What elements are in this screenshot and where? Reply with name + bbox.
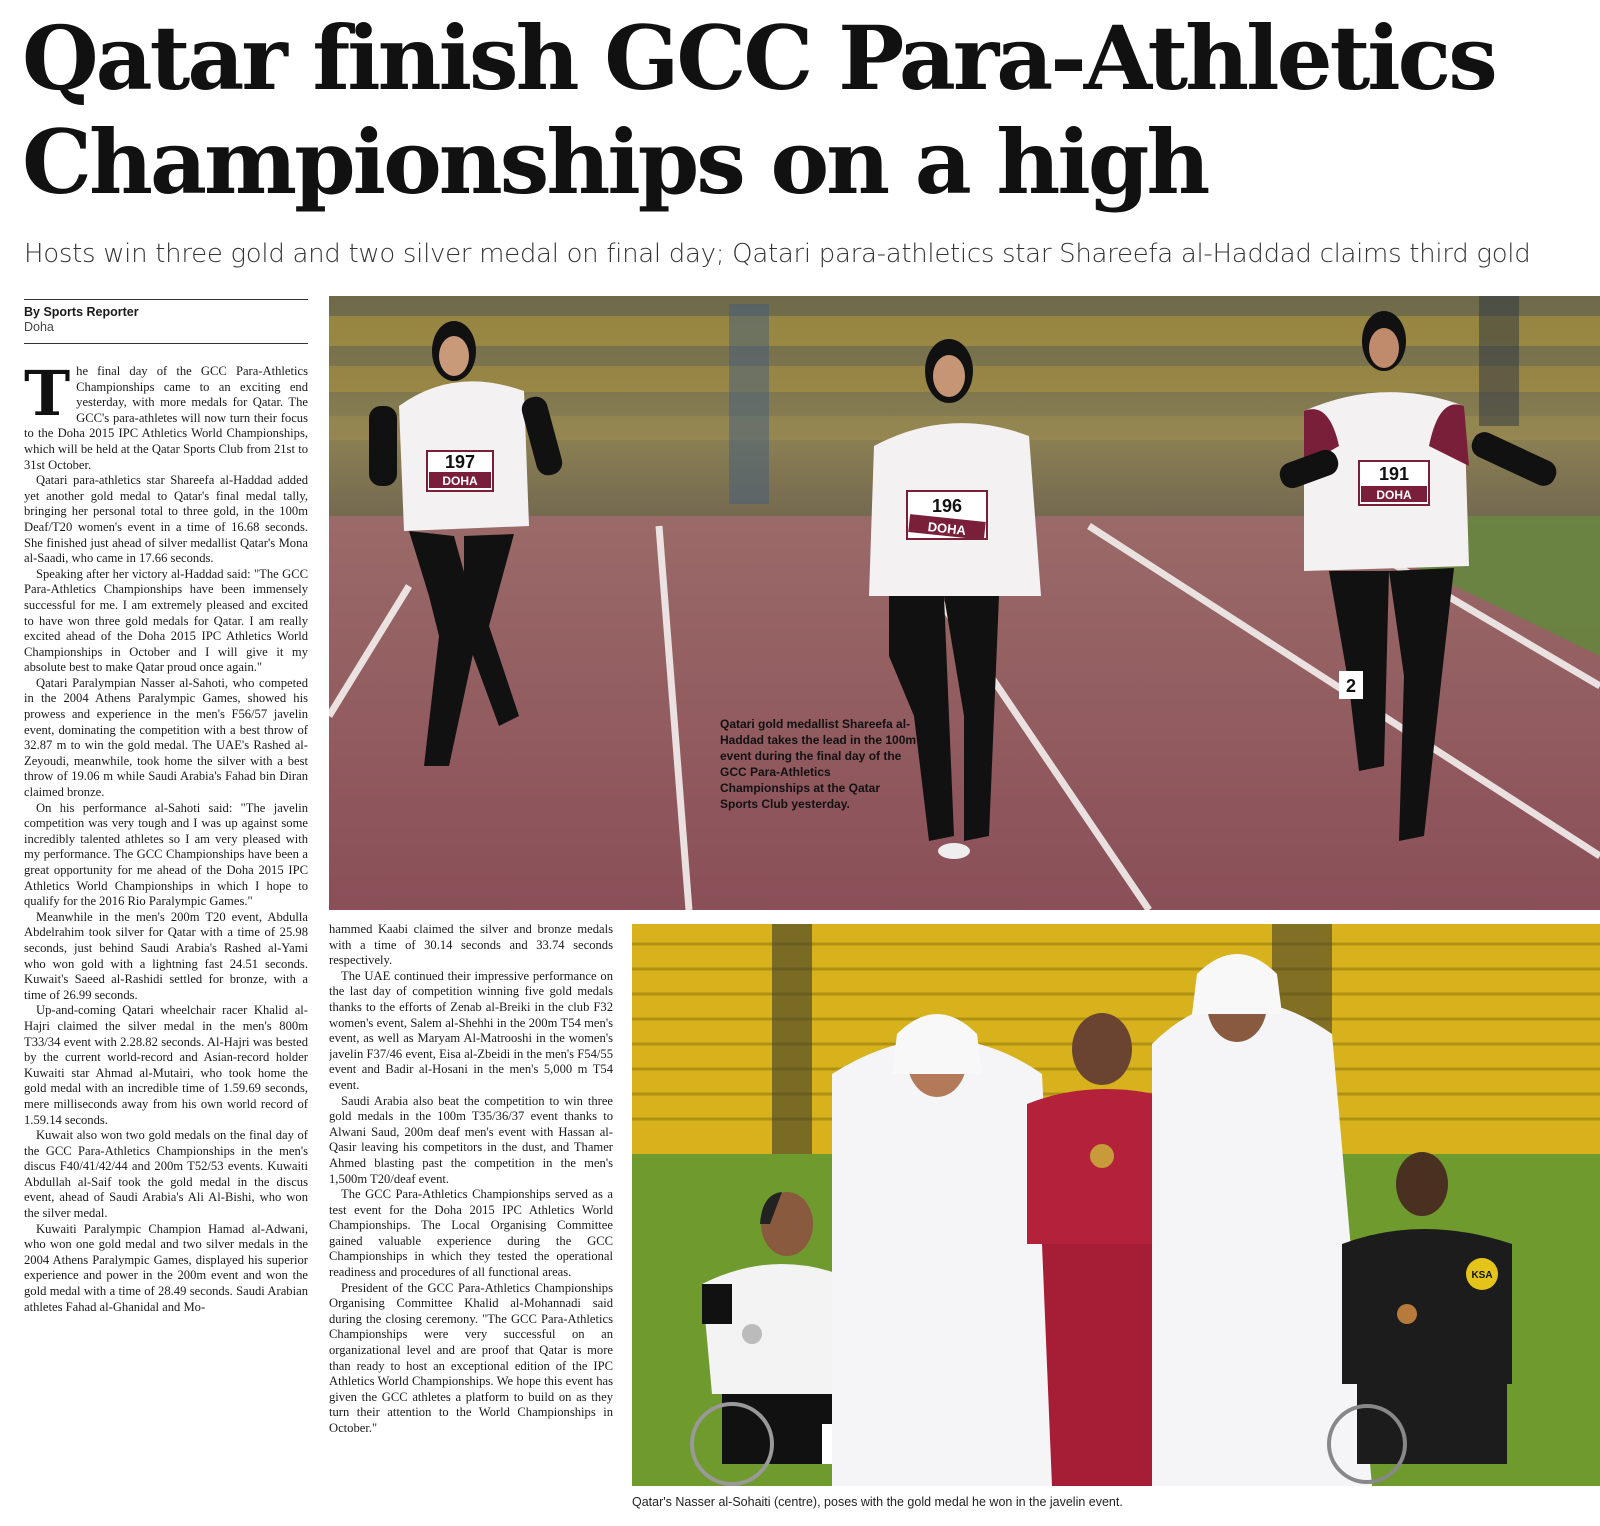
- dateline: Doha: [24, 320, 54, 334]
- official-left: [832, 1014, 1062, 1486]
- paragraph: Up-and-coming Qatari wheelchair racer Khalid al-Hajri claimed the silver medal in the men's 800m T33/34 event with 2.28.82 seconds. Al-Hajri was bested by the current world-record and Asian-record holder Kuwaiti star Ahmad al-Mutairi, who took home the gold medal with an incredible time of 1.59.69 seconds, mere milliseconds away from his own world record of 1.59.14 seconds.: [24, 1003, 308, 1127]
- drop-cap: T: [24, 364, 71, 430]
- paragraph: Kuwait also won two gold medals on the final day of the GCC Para-Athletics Championships in the men's discus F40/41/42/44 and 200m T52/53 events. Kuwaiti Abdullah al-Saif took the gold medal in the discus event, ahead of Saudi Arabia's Ali Al-Bishi, who won the silver medal.: [24, 1128, 308, 1221]
- bib-city: DOHA: [1376, 488, 1412, 502]
- paragraph: The GCC Para-Athletics Championships served as a test event for the Doha 2015 IPC Athletics World Championships. The Local Organising Committee gained valuable experience during the GCC Championships in which they tested the operational readiness and procedures of all functional areas.: [329, 1187, 613, 1280]
- article-column-2: [329, 922, 613, 1516]
- paragraph: hammed Kaabi claimed the silver and bronze medals with a time of 30.14 seconds and 33.74 seconds respectively.: [329, 922, 613, 968]
- byline: By Sports Reporter: [24, 305, 139, 319]
- shirt-badge: KSA: [1471, 1270, 1493, 1281]
- photo-medal-ceremony: [632, 924, 1600, 1486]
- photo-sprinters-illustration: [329, 296, 1600, 910]
- paragraph: Kuwaiti Paralympic Champion Hamad al-Adwani, who won one gold medal and two silver medals in the 2004 Athens Paralympic Games, displayed his superior experience and power in the 200m event and won the gold medal with a time of 28.49 seconds. Saudi Arabian athletes Fahad al-Ghanidal and Mo-: [24, 1221, 308, 1314]
- headline: Qatar finish GCC Para-Athletics Championships on a high: [22, 6, 1495, 214]
- paragraph: The UAE continued their impressive performance on the last day of competition winning five gold medals thanks to the efforts of Zenab al-Breiki in the club F32 women's event, Salem al-Shehhi in the 200m T54 men's event, as well as Maryam Al-Matrooshi in the women's javelin F37/46 event, Eisa al-Zbeidi in the men's F54/55 event and Badir al-Hosani in the men's 5,000 m T54 event.: [329, 968, 613, 1092]
- paragraph-text: he final day of the GCC Para-Athletics Championships came to an exciting end yesterday, with more medals for Qatar. The GCC's para-athletes will now turn their focus to the Doha 2015 IPC Athletics World Championships, which will be held at the Qatar Sports Club from 21st to 31st October.: [24, 364, 308, 472]
- photo-medal-ceremony-illustration: [632, 924, 1600, 1486]
- bib-number: 196: [931, 496, 963, 516]
- byline-box: [24, 299, 308, 344]
- paragraph: Qatari para-athletics star Shareefa al-Haddad added yet another gold medal to Qatar's final medal tally, bringing her personal total to three gold, in the 100m Deaf/T20 women's event in a time of 16.68 seconds. She finished just ahead of silver medallist Qatar's Mona al-Saadi, who came in 17.66 seconds.: [24, 473, 308, 566]
- photo-sprinters: [329, 296, 1600, 910]
- paragraph: On his performance al-Sahoti said: "The javelin competition was very tough and I was up against some incredibly talented athletes so I am very pleased with my performance. The GCC Championships have been a great opportunity for me ahead of the Doha 2015 IPC Athletics World Championships in which I hope to qualify for the 2016 Rio Paralympic Games.": [24, 800, 308, 909]
- bib-city: DOHA: [442, 474, 478, 488]
- paragraph: President of the GCC Para-Athletics Championships Organising Committee Khalid al-Mohannadi said during the closing ceremony. "The GCC Para-Athletics Championships were very successful on an organizational level and are proof that Qatar is more than ready to host an exceptional edition of the IPC Athletics World Championships. We hope this event has given the GCC athletes a platform to build on as they turn their attention to the World Championships in October.": [329, 1280, 613, 1435]
- photo-caption-bottom: Qatar's Nasser al-Sohaiti (centre), poses with the gold medal he won in the javelin event.: [632, 1495, 1123, 1509]
- paragraph: Speaking after her victory al-Haddad said: "The GCC Para-Athletics Championships have been immensely successful for me. I am extremely pleased and excited to have won three gold medals for Qatar. I am really excited ahead of the Doha 2015 IPC Athletics World Championships in October and I will give it my absolute best to make Qatar proud once again.": [24, 566, 308, 675]
- bib-city: DOHA: [927, 519, 967, 538]
- article-column-1: [24, 364, 308, 1514]
- bib-number: 191: [1378, 464, 1410, 484]
- bib-number: 197: [444, 452, 476, 472]
- photo-caption-top: Qatari gold medallist Shareefa al-Haddad takes the lead in the 100m event during the final day of the GCC Para-Athletics Championships at the Qatar Sports Club yesterday.: [720, 717, 917, 811]
- paragraph: Saudi Arabia also beat the competition to win three gold medals in the 100m T35/36/37 event thanks to Alwani Saud, 200m deaf men's event with Hassan al-Qasir leaving his competitors in the dust, and Thamer Ahmed blasting past the competition in the men's 1,500m T20/deaf event.: [329, 1093, 613, 1186]
- paragraph: Qatari Paralympian Nasser al-Sahoti, who competed in the 2004 Athens Paralympic Games, showed his prowess and experience in the men's F56/57 javelin event, dominating the competition with a best throw of 32.87 m to win the gold medal. The UAE's Rashed al-Zeyoudi, meanwhile, took home the silver with a best throw of 19.06 m while Saudi Arabia's Fahad bin Diran claimed bronze.: [24, 675, 308, 800]
- paragraph: [24, 364, 308, 473]
- subhead: Hosts win three gold and two silver medal on final day; Qatari para-athletics star Shareefa al-Haddad claims third gold: [24, 239, 1531, 269]
- lane-marker: 2: [1345, 676, 1357, 696]
- paragraph: Meanwhile in the men's 200m T20 event, Abdulla Abdelrahim took silver for Qatar with a time of 25.98 seconds, just behind Saudi Arabia's Rashed al-Yami who won gold with a lightning fast 24.51 seconds. Kuwait's Saeed al-Rashidi settled for bronze, with a time of 26.99 seconds.: [24, 909, 308, 1002]
